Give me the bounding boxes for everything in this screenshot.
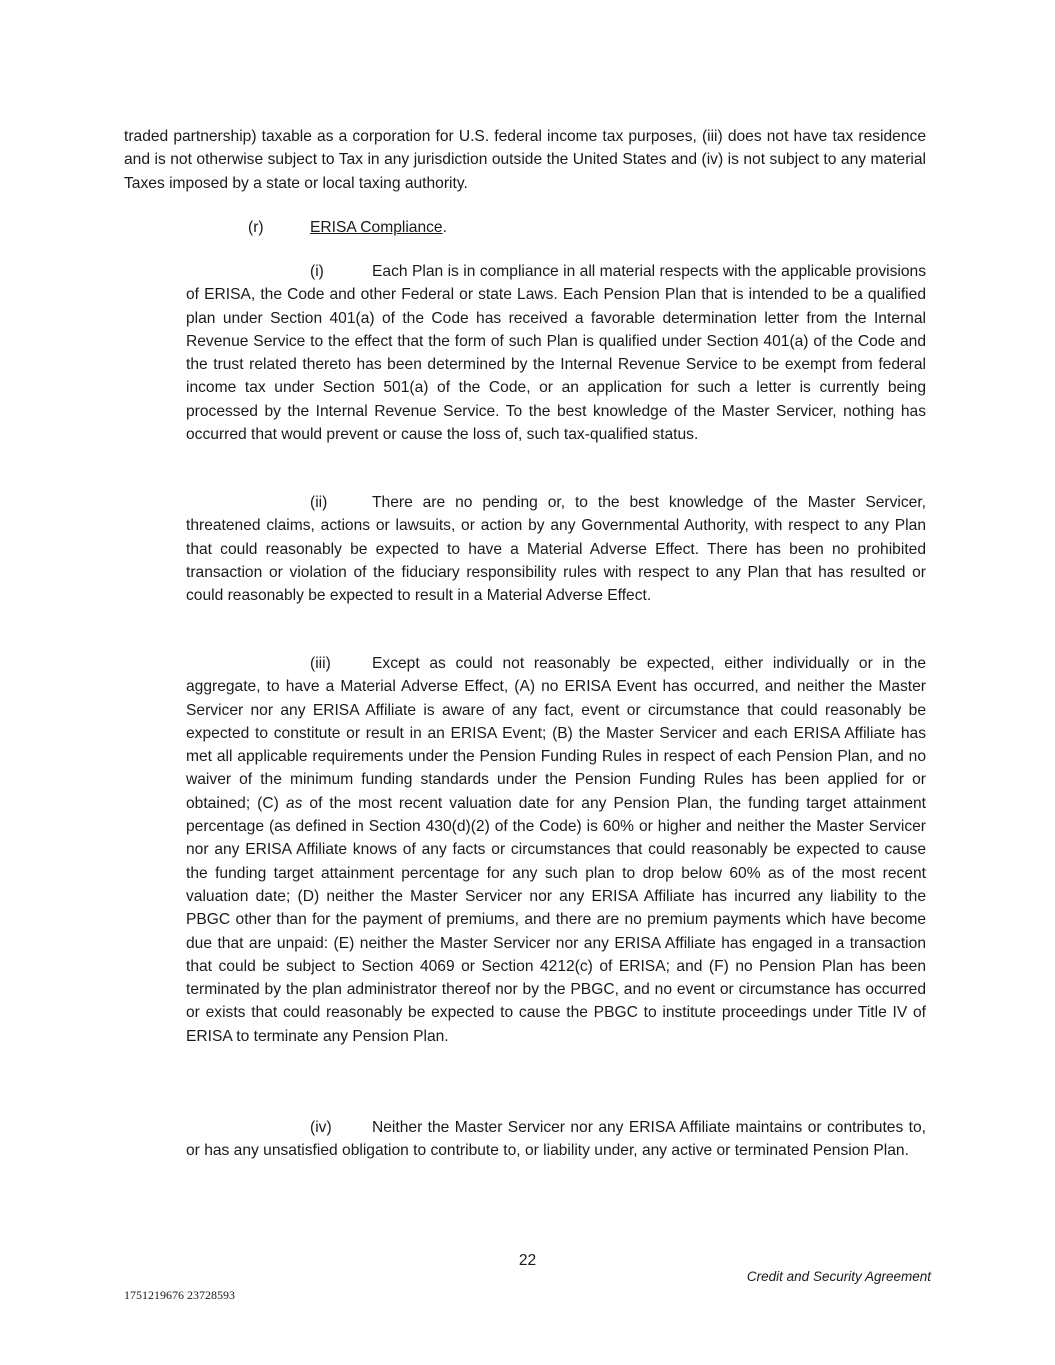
subsection-text: Neither the Master Servicer nor any ERISA Affiliate maintains or contributes to, or has any unsatisfied obligation to contribute to, or liability under, any active or terminated Pension Plan.	[186, 1119, 926, 1160]
subsection-text: Each Plan is in compliance in all material respects with the applicable provisions of ERISA, the Code and other Federal or state Laws. Each Pension Plan that is intended to be a qualified plan under Section 401(a) of the Code has received a favorable determination letter from the Internal Revenue Service to the effect that the form of such Plan is qualified under Section 401(a) of the Code and the trust related thereto has been determined by the Internal Revenue Service to be exempt from federal income tax under Section 501(a) of the Code, or an application for such a letter is currently being processed by the Internal Revenue Service. To the best knowledge of the Master Servicer, nothing has occurred that would prevent or cause the loss of, such tax-qualified status.	[186, 263, 926, 444]
subsection-ii	[186, 491, 926, 607]
page-number: 22	[518, 1252, 537, 1269]
intro-paragraph: traded partnership) taxable as a corporation for U.S. federal income tax purposes, (iii) does not have tax residence and is not otherwise subject to Tax in any jurisdiction outside the United States and (iv) is not subject to any material Taxes imposed by a state or local taxing authority.	[124, 128, 926, 192]
section-title-suffix: .	[442, 219, 447, 236]
subsection-number: (iv)	[310, 1119, 332, 1136]
subsection-iv	[186, 1116, 926, 1163]
footer-document-title: Credit and Security Agreement	[746, 1269, 931, 1284]
section-heading	[248, 216, 447, 239]
section-number: (r)	[248, 219, 264, 236]
subsection-italic-word: as	[285, 794, 303, 812]
subsection-iii	[186, 652, 926, 1048]
subsection-number: (ii)	[310, 494, 328, 511]
subsection-text: There are no pending or, to the best knowledge of the Master Servicer, threatened claims, actions or lawsuits, or action by any Governmental Authority, with respect to any Plan that could reasonably be expected to have a Material Adverse Effect. There has been no prohibited transaction or violation of the fiduciary responsibility rules with respect to any Plan that has resulted or could reasonably be expected to result in a Material Adverse Effect.	[186, 494, 926, 605]
subsection-number: (i)	[310, 263, 324, 280]
footer-document-id: 1751219676 23728593	[124, 1288, 235, 1302]
subsection-text-part-2: of the most recent valuation date for any Pension Plan, the funding target attainment percentage (as defined in Section 430(d)(2) of the Code) is 60% or higher and neither the Master Servicer nor any ERISA Affiliate knows of any facts or circumstances that could reasonably be expected to cause the funding target attainment percentage for any such plan to drop below 60% as of the most recent valuation date; (D) neither the Master Servicer nor any ERISA Affiliate has incurred any liability to the PBGC other than for the payment of premiums, and there are no premium payments which have become due that are unpaid: (E) neither the Master Servicer nor any ERISA Affiliate has engaged in a transaction that could be subject to Section 4069 or Section 4212(c) of ERISA; and (F) no Pension Plan has been terminated by the plan administrator thereof nor by the PBGC, and no event or circumstance has occurred or exists that could reasonably be expected to cause the PBGC to institute proceedings under Title IV of ERISA to terminate any Pension Plan.	[186, 794, 926, 1045]
subsection-number: (iii)	[310, 655, 331, 672]
section-title: ERISA Compliance	[310, 219, 443, 236]
subsection-text-part-1: Except as could not reasonably be expected, either individually or in the aggregate, to have a Material Adverse Effect, (A) no ERISA Event has occurred, and neither the Master Servicer nor any ERISA Affiliate is aware of any fact, event or circumstance that could reasonably be expected to constitute or result in an ERISA Event; (B) the Master Servicer and each ERISA Affiliate has met all applicable requirements under the Pension Funding Rules in respect of each Pension Plan, and no waiver of the minimum funding standards under the Pension Funding Rules has been applied for or obtained; (C)	[186, 655, 926, 812]
subsection-i	[186, 260, 926, 446]
